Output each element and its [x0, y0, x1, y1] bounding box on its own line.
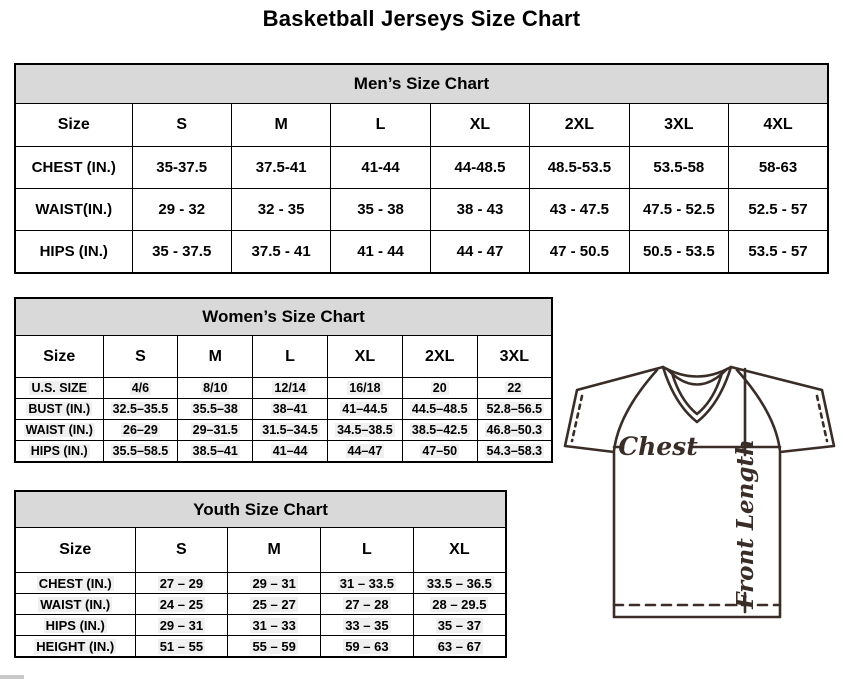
value-cell	[413, 636, 506, 658]
value-text: 4/6	[131, 381, 150, 395]
value-cell	[135, 594, 228, 615]
value-text: 59 – 63	[345, 638, 389, 654]
value-text: 28 – 29.5	[432, 596, 487, 612]
value-cell	[321, 573, 414, 594]
mens-table-title: Men’s Size Chart	[15, 64, 828, 104]
value-text: 26–29	[123, 423, 158, 437]
column-header: XL	[327, 336, 402, 378]
column-header: 4XL	[729, 104, 828, 147]
row-label: HIPS (IN.)	[15, 231, 132, 274]
scrollbar-fragment	[0, 675, 24, 679]
column-header: Size	[15, 528, 135, 573]
column-header: Size	[15, 104, 132, 147]
value-cell: 37.5 - 41	[231, 231, 330, 274]
column-header: S	[132, 104, 231, 147]
value-cell: 53.5-58	[629, 147, 728, 189]
value-text: 29–31.5	[192, 423, 238, 437]
value-text: 51 – 55	[159, 638, 204, 654]
value-text: 33 – 35	[345, 617, 389, 633]
value-cell	[413, 594, 506, 615]
row-label	[15, 636, 135, 658]
table-row	[15, 64, 828, 104]
value-text: 29 – 31	[159, 617, 204, 633]
row-label-text: WAIST (IN.)	[40, 596, 111, 612]
table-row	[15, 441, 552, 463]
column-header: M	[228, 528, 321, 573]
row-label-text: HEIGHT (IN.)	[36, 638, 115, 654]
column-header: 3XL	[477, 336, 552, 378]
value-cell	[135, 636, 228, 658]
value-cell	[413, 615, 506, 636]
value-text: 25 – 27	[252, 596, 296, 612]
value-cell	[253, 378, 328, 399]
value-text: 54.3–58.3	[486, 444, 543, 458]
value-cell	[321, 636, 414, 658]
youth-table-title: Youth Size Chart	[15, 491, 506, 528]
value-cell: 35-37.5	[132, 147, 231, 189]
value-text: 35.5–58.5	[112, 444, 169, 458]
value-text: 35.5–38	[192, 402, 238, 416]
column-header: 2XL	[402, 336, 477, 378]
row-label	[15, 594, 135, 615]
value-cell	[402, 441, 477, 463]
column-header: M	[178, 336, 253, 378]
value-text: 31 – 33.5	[339, 575, 394, 591]
value-text: 41–44.5	[342, 402, 388, 416]
row-label-text: U.S. SIZE	[31, 381, 88, 395]
value-cell	[321, 594, 414, 615]
womens-table-title: Women’s Size Chart	[15, 298, 552, 336]
value-text: 38.5–42.5	[411, 423, 468, 437]
value-cell	[178, 378, 253, 399]
value-cell	[103, 399, 178, 420]
value-cell: 38 - 43	[430, 189, 529, 231]
value-cell	[327, 420, 402, 441]
value-text: 41–44	[272, 444, 308, 458]
value-cell	[477, 420, 552, 441]
value-cell	[228, 573, 321, 594]
value-text: 35 – 37	[437, 617, 482, 633]
value-text: 44.5–48.5	[411, 402, 468, 416]
table-row	[15, 420, 552, 441]
column-header: S	[135, 528, 228, 573]
value-cell	[477, 399, 552, 420]
row-label-text: HIPS (IN.)	[30, 444, 88, 458]
table-row	[15, 147, 828, 189]
table-row	[15, 615, 506, 636]
value-cell: 35 - 38	[331, 189, 430, 231]
row-label	[15, 573, 135, 594]
row-label	[15, 399, 103, 420]
value-text: 44–47	[347, 444, 383, 458]
value-cell	[402, 420, 477, 441]
youth-size-table	[14, 490, 507, 658]
value-text: 8/10	[203, 381, 228, 395]
value-text: 32.5–35.5	[112, 402, 169, 416]
value-cell	[178, 399, 253, 420]
value-text: 63 – 67	[437, 638, 482, 654]
column-header: XL	[430, 104, 529, 147]
column-header: 2XL	[530, 104, 629, 147]
value-cell	[135, 615, 228, 636]
value-cell: 29 - 32	[132, 189, 231, 231]
value-cell: 35 - 37.5	[132, 231, 231, 274]
value-text: 47–50	[422, 444, 458, 458]
row-label-text: BUST (IN.)	[28, 402, 91, 416]
table-row	[15, 594, 506, 615]
value-cell	[477, 378, 552, 399]
value-text: 33.5 – 36.5	[426, 575, 492, 591]
table-row	[15, 573, 506, 594]
column-header: 3XL	[629, 104, 728, 147]
row-label-text: WAIST (IN.)	[25, 423, 93, 437]
value-cell	[228, 636, 321, 658]
value-cell	[228, 594, 321, 615]
value-text: 16/18	[349, 381, 381, 395]
column-header: L	[321, 528, 414, 573]
value-cell	[178, 441, 253, 463]
table-row	[15, 231, 828, 274]
column-header: L	[331, 104, 430, 147]
value-text: 29 – 31	[252, 575, 296, 591]
page-title: Basketball Jerseys Size Chart	[262, 6, 581, 31]
table-row	[15, 336, 552, 378]
value-cell: 41 - 44	[331, 231, 430, 274]
column-header: L	[253, 336, 328, 378]
value-cell	[253, 420, 328, 441]
value-text: 31 – 33	[252, 617, 296, 633]
value-cell: 37.5-41	[231, 147, 330, 189]
value-text: 22	[507, 381, 522, 395]
row-label	[15, 420, 103, 441]
value-cell: 32 - 35	[231, 189, 330, 231]
value-text: 34.5–38.5	[337, 423, 393, 437]
value-cell: 50.5 - 53.5	[629, 231, 728, 274]
table-row	[15, 298, 552, 336]
womens-size-table	[14, 297, 553, 463]
column-header: Size	[15, 336, 103, 378]
chest-label: Chest	[618, 432, 698, 461]
row-label: WAIST(IN.)	[15, 189, 132, 231]
front-length-label: Front Length	[732, 439, 759, 609]
value-cell	[327, 378, 402, 399]
table-row	[15, 104, 828, 147]
table-row	[15, 636, 506, 658]
row-label	[15, 615, 135, 636]
value-cell	[253, 399, 328, 420]
value-cell	[135, 573, 228, 594]
column-header: XL	[413, 528, 506, 573]
value-text: 38–41	[272, 402, 308, 416]
row-label-text: HIPS (IN.)	[45, 617, 105, 633]
jersey-measurement-diagram	[557, 359, 842, 629]
value-text: 55 – 59	[252, 638, 296, 654]
row-label: CHEST (IN.)	[15, 147, 132, 189]
column-header: M	[231, 104, 330, 147]
value-cell: 47 - 50.5	[530, 231, 629, 274]
value-cell: 44-48.5	[430, 147, 529, 189]
value-cell	[178, 420, 253, 441]
value-text: 20	[432, 381, 447, 395]
value-text: 38.5–41	[192, 444, 238, 458]
value-text: 27 – 28	[345, 596, 389, 612]
value-text: 31.5–34.5	[262, 423, 318, 437]
value-text: 52.8–56.5	[486, 402, 543, 416]
value-cell	[321, 615, 414, 636]
value-cell	[327, 399, 402, 420]
value-cell	[103, 378, 178, 399]
value-text: 46.8–50.3	[486, 423, 543, 437]
table-row	[15, 491, 506, 528]
value-cell	[327, 441, 402, 463]
value-cell	[413, 573, 506, 594]
value-cell	[103, 441, 178, 463]
value-cell: 41-44	[331, 147, 430, 189]
row-label	[15, 441, 103, 463]
value-cell: 48.5-53.5	[530, 147, 629, 189]
value-cell: 53.5 - 57	[729, 231, 828, 274]
row-label	[15, 378, 103, 399]
table-row	[15, 399, 552, 420]
row-label-text: CHEST (IN.)	[38, 575, 112, 591]
value-text: 12/14	[274, 381, 306, 395]
value-cell: 47.5 - 52.5	[629, 189, 728, 231]
table-row	[15, 189, 828, 231]
value-cell: 43 - 47.5	[530, 189, 629, 231]
value-cell: 44 - 47	[430, 231, 529, 274]
value-cell	[402, 399, 477, 420]
value-text: 27 – 29	[159, 575, 204, 591]
value-cell	[402, 378, 477, 399]
value-text: 24 – 25	[159, 596, 204, 612]
table-row	[15, 528, 506, 573]
value-cell	[228, 615, 321, 636]
value-cell	[477, 441, 552, 463]
column-header: S	[103, 336, 178, 378]
jersey-outline	[565, 367, 834, 617]
mens-size-table	[14, 63, 829, 274]
value-cell: 58-63	[729, 147, 828, 189]
value-cell	[253, 441, 328, 463]
value-cell: 52.5 - 57	[729, 189, 828, 231]
value-cell	[103, 420, 178, 441]
table-row	[15, 378, 552, 399]
